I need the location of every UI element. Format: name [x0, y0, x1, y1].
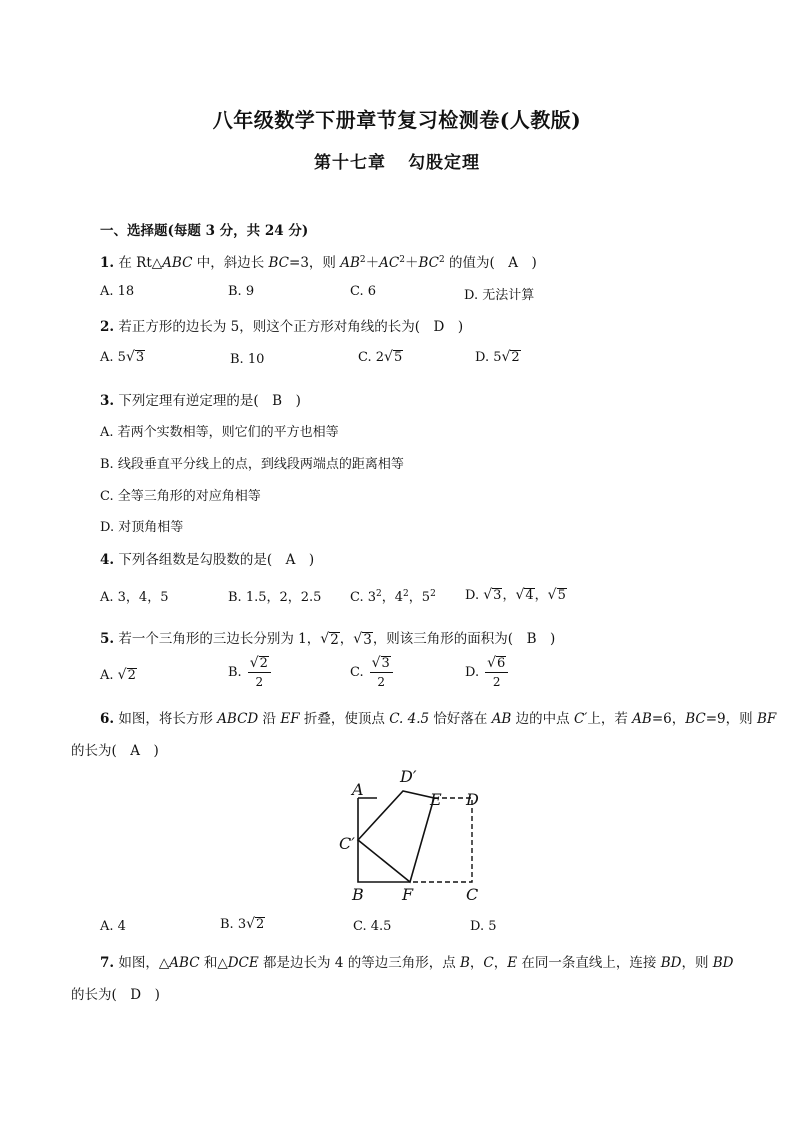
q6-option-d[interactable]: D. 5: [470, 919, 497, 934]
question-number: 7.: [100, 955, 115, 971]
radical: √ 4: [515, 587, 534, 603]
option-label: C.: [350, 665, 364, 680]
question-number: 5.: [100, 631, 115, 647]
q6-text: 折叠，使顶点: [299, 711, 390, 727]
q3-option-d[interactable]: D. 对顶角相等: [100, 520, 184, 535]
label-c: C: [466, 885, 479, 904]
q7-text: 都是边长为 4 的等边三角形，点: [258, 955, 460, 971]
q3-text: 下列定理有逆定理的是( B ): [118, 393, 301, 409]
q1-text: BC: [268, 255, 290, 271]
q2-option-a[interactable]: [100, 350, 145, 365]
chapter-number: 第十七章: [314, 153, 386, 173]
q5-option-b[interactable]: [228, 656, 271, 689]
label-f: F: [402, 885, 414, 904]
radicand: 3: [363, 632, 372, 648]
radical: √ 2: [117, 667, 136, 683]
question-1: [100, 251, 537, 271]
radical: √ 3: [353, 631, 372, 648]
radical: √ 5: [384, 349, 403, 365]
q1-text: ＋: [404, 255, 419, 271]
label-d-prime: D′: [400, 767, 417, 786]
q5-option-c[interactable]: [350, 656, 393, 689]
separator: ，: [339, 631, 354, 647]
radicand: 2: [259, 656, 268, 671]
radicand: 3: [381, 656, 390, 671]
option-label: A. 5: [100, 350, 126, 365]
option-label: B.: [228, 665, 242, 680]
question-number: 1.: [100, 255, 115, 271]
radicand: 3: [493, 588, 502, 603]
separator: ，: [534, 588, 548, 603]
q7-text: ，: [469, 955, 484, 971]
q6-option-b[interactable]: [220, 917, 265, 932]
q7-text: 如图，△: [118, 955, 170, 971]
q5-text: ，则该三角形的面积为( B ): [372, 631, 556, 647]
q4-option-d[interactable]: [465, 584, 567, 603]
q7-text: E: [507, 955, 518, 971]
q1-option-a[interactable]: A. 18: [100, 284, 135, 299]
q1-text: 的值为( A ): [444, 255, 537, 271]
option-label: A.: [100, 668, 114, 683]
label-e: E: [430, 790, 442, 809]
option-text: C. 3: [350, 590, 377, 605]
q4-option-b[interactable]: B. 1.5，2，2.5: [228, 590, 322, 605]
q7-text: BD: [712, 955, 734, 971]
q7-text: ABC: [169, 955, 200, 971]
folded-quadrilateral: [358, 791, 434, 882]
label-b: B: [352, 885, 364, 904]
q7-text: 和△: [199, 955, 228, 971]
question-3: [100, 389, 301, 409]
radicand: 5: [393, 350, 403, 365]
question-number: 2.: [100, 319, 115, 335]
q5-option-d[interactable]: [465, 656, 508, 689]
q3-option-b[interactable]: B. 线段垂直平分线上的点，到线段两端点的距离相等: [100, 457, 404, 472]
q7-text: C: [483, 955, 494, 971]
question-6-line-2: 的长为( A ): [71, 743, 159, 759]
radicand: 2: [511, 350, 520, 365]
q4-option-c[interactable]: [350, 586, 436, 605]
chapter-title: [0, 148, 794, 173]
q6-text: 恰好落在: [429, 711, 492, 727]
q1-text: 在 Rt△: [118, 255, 163, 271]
q6-text: C. 4.5: [389, 711, 430, 727]
radical: √ 3: [483, 587, 502, 603]
q5-option-a[interactable]: [100, 668, 137, 683]
chapter-name: 勾股定理: [408, 153, 480, 173]
option-text: ，5: [408, 590, 431, 605]
folding-figure: [330, 758, 500, 910]
radicand: 3: [135, 350, 145, 365]
q7-text: ，: [493, 955, 508, 971]
radicand: 2: [127, 668, 136, 683]
q6-text: =9，则: [705, 711, 757, 727]
q7-text: 在同一条直线上，连接: [517, 955, 661, 971]
q4-text: 下列各组数是勾股数的是( A ): [118, 552, 315, 568]
option-label: D.: [465, 665, 480, 680]
q6-text: C′: [573, 711, 588, 727]
q6-text: 如图，将长方形: [118, 711, 218, 727]
option-label: D. 5: [475, 350, 502, 365]
separator: ，: [502, 588, 516, 603]
q2-option-b[interactable]: B. 10: [230, 352, 265, 367]
q1-option-b[interactable]: B. 9: [228, 284, 255, 299]
q6-text: EF: [280, 711, 300, 727]
radicand: 6: [497, 656, 506, 671]
superscript: 2: [376, 589, 382, 599]
q1-option-c[interactable]: C. 6: [350, 284, 377, 299]
question-7-line-1: [100, 951, 734, 971]
q6-text: ABCD: [217, 711, 259, 727]
question-2: [100, 315, 463, 335]
option-label: D.: [465, 588, 480, 603]
superscript: 2: [399, 255, 405, 265]
q6-text: 沿: [258, 711, 281, 727]
page-title: 八年级数学下册章节复习检测卷(人教版): [212, 108, 582, 132]
question-number: 4.: [100, 552, 115, 568]
label-d: D: [466, 790, 479, 809]
q6-option-a[interactable]: A. 4: [100, 919, 126, 934]
question-number: 3.: [100, 393, 115, 409]
q1-text: AB: [340, 255, 360, 271]
q6-text: AB: [491, 711, 512, 727]
q3-option-a[interactable]: A. 若两个实数相等，则它们的平方也相等: [100, 425, 339, 440]
superscript: 2: [438, 255, 445, 265]
q1-text: ABC: [162, 255, 193, 271]
q2-option-c[interactable]: [358, 350, 403, 365]
q4-option-a[interactable]: A. 3，4，5: [100, 590, 169, 605]
option-text: ，4: [381, 590, 404, 605]
denominator: 2: [377, 675, 386, 689]
q6-text: BF: [756, 711, 777, 727]
q7-text: B: [460, 955, 470, 971]
q2-text: 若正方形的边长为 5，则这个正方形对角线的长为( D ): [118, 319, 464, 335]
q3-option-c[interactable]: C. 全等三角形的对应角相等: [100, 489, 261, 504]
radical: √ 2: [246, 916, 265, 932]
q6-text: =6，: [651, 711, 686, 727]
q6-text: AB: [632, 711, 652, 727]
question-7-line-2: 的长为( D ): [71, 987, 160, 1003]
option-label: B. 3: [220, 917, 247, 932]
q6-text: 边的中点: [511, 711, 574, 727]
option-label: C. 2: [358, 350, 385, 365]
radicand: 2: [330, 632, 339, 648]
label-c-prime: C′: [339, 834, 355, 853]
question-6-line-1: [100, 707, 776, 727]
radical: √ 2: [320, 631, 339, 648]
radical: √ 2: [501, 349, 520, 365]
q1-text: AC: [379, 255, 400, 271]
superscript: 2: [403, 589, 409, 599]
superscript: 2: [359, 255, 366, 265]
radical: √ 5: [547, 587, 566, 603]
question-4: [100, 548, 314, 568]
question-5: [100, 627, 555, 647]
q1-text: BC: [418, 255, 439, 271]
q1-text: ＋: [365, 255, 380, 271]
denominator: 2: [255, 675, 264, 689]
q1-text: =3，则: [289, 255, 341, 271]
fraction: √ 3 2: [370, 656, 393, 689]
q6-text: 上，若: [587, 711, 633, 727]
radical: √ 3: [125, 349, 145, 365]
q7-text: BD: [660, 955, 682, 971]
q7-text: ，则: [681, 955, 713, 971]
dashed-outline: [410, 798, 472, 882]
q1-option-d[interactable]: D. 无法计算: [464, 288, 535, 303]
section-heading: 一、选择题(每题 3 分，共 24 分): [100, 223, 309, 239]
q2-option-d[interactable]: [475, 350, 521, 365]
fraction: √ 6 2: [485, 656, 508, 689]
fraction: √ 2 2: [248, 656, 271, 689]
denominator: 2: [492, 675, 501, 689]
question-number: 6.: [100, 711, 115, 727]
q6-option-c[interactable]: C. 4.5: [353, 919, 392, 934]
superscript: 2: [430, 589, 436, 599]
radicand: 2: [256, 917, 265, 932]
label-a: A: [352, 780, 364, 799]
radicand: 5: [557, 588, 566, 603]
q6-text: BC: [685, 711, 706, 727]
q5-text: 若一个三角形的三边长分别为 1，: [118, 631, 321, 647]
radicand: 4: [525, 588, 534, 603]
q7-text: DCE: [227, 955, 259, 971]
q1-text: 中，斜边长: [192, 255, 269, 271]
